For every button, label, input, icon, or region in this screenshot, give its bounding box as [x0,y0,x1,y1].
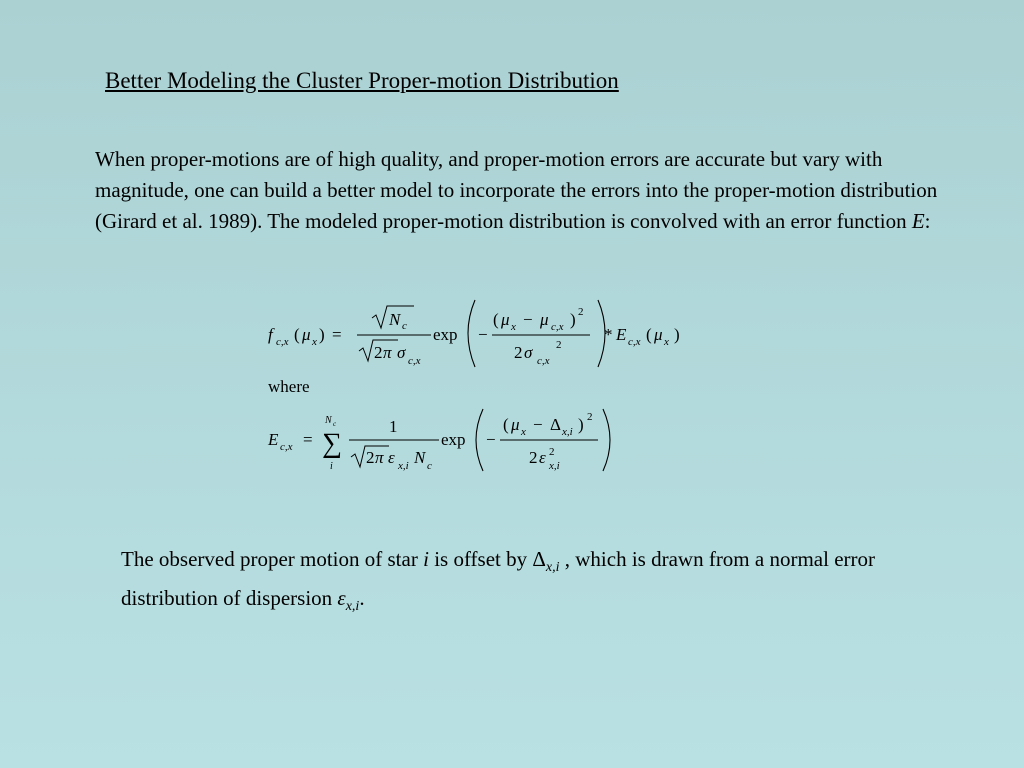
svg-text:=: = [332,325,342,344]
svg-text:2: 2 [578,306,584,318]
svg-text:σ: σ [524,343,533,362]
svg-text:x: x [312,336,317,348]
svg-text:exp: exp [433,325,458,344]
svg-text:c: c [333,420,337,428]
svg-text:−: − [533,415,543,434]
note-eps-sub: x,i [345,599,360,615]
svg-text:x: x [511,321,516,333]
svg-text:−: − [523,310,533,329]
where-label: where [268,377,310,396]
intro-symbol: E [911,209,925,233]
svg-text:c,x: c,x [537,355,550,367]
svg-text:x,i: x,i [562,426,573,438]
svg-text:2: 2 [556,339,562,351]
svg-text:μ: μ [302,325,311,344]
svg-text:−: − [486,430,496,449]
svg-text:=: = [303,430,313,449]
svg-text:μ: μ [540,310,549,329]
svg-text:N: N [414,448,426,467]
note-delta-sub: x,i [545,560,560,576]
note-delta: Δ [532,547,546,571]
svg-text:(: ( [294,325,300,344]
svg-text:c: c [402,320,407,332]
svg-text:): ) [319,325,325,344]
svg-text:2: 2 [366,448,375,467]
equation-2 [267,409,610,472]
svg-text:E: E [268,430,279,449]
svg-text:σ: σ [397,343,406,362]
svg-text:ε: ε [539,448,546,467]
note-text-2: is offset by [428,547,533,571]
svg-text:): ) [570,310,576,329]
svg-text:π: π [383,343,392,362]
svg-text:ε: ε [388,448,395,467]
svg-text:*: * [604,325,613,344]
note-text-3: , which is drawn from a normal error distribution of dispersion [121,547,875,611]
svg-text:2: 2 [374,343,383,362]
svg-text:c,x: c,x [628,336,641,348]
svg-text:N: N [389,310,401,329]
svg-text:): ) [674,325,680,344]
note-text-1: The observed proper motion of star [121,547,424,571]
svg-text:N: N [325,415,332,426]
svg-text:μ: μ [511,415,520,434]
svg-text:(: ( [503,415,509,434]
note-end: . [359,586,365,611]
svg-text:c,x: c,x [280,441,293,453]
svg-text:E: E [616,325,627,344]
svg-text:μ: μ [654,325,663,344]
svg-text:x,i: x,i [398,460,409,472]
svg-text:c,x: c,x [551,321,564,333]
svg-text:−: − [478,325,488,344]
svg-text:): ) [578,415,584,434]
svg-text:exp: exp [441,430,466,449]
intro-text: When proper-motions are of high quality, and proper-motion errors are accurate but vary with magnitude, one can build a better model to incorporate the errors into the proper-motion distribution (Girard et al. 1989). The modeled proper-motion distribution is convolved with an error function [95,147,938,233]
svg-text:2: 2 [587,411,593,423]
svg-text:(: ( [493,310,499,329]
svg-text:i: i [330,461,333,472]
svg-text:f: f [268,325,273,344]
svg-text:2: 2 [549,446,555,458]
svg-text:2: 2 [529,448,538,467]
svg-text:(: ( [646,325,652,344]
svg-text:2: 2 [514,343,523,362]
equation-1 [268,300,680,367]
svg-text:μ: μ [501,310,510,329]
note-eps: ε [337,586,346,611]
svg-text:c,x: c,x [276,336,289,348]
note-star: i [423,547,429,571]
svg-text:c: c [427,460,432,472]
svg-text:1: 1 [389,417,398,436]
svg-text:∑: ∑ [322,428,342,459]
svg-text:x: x [664,336,669,348]
svg-text:π: π [375,448,384,467]
svg-text:x: x [521,426,526,438]
svg-text:x,i: x,i [549,460,560,472]
svg-text:c,x: c,x [408,355,421,367]
slide-title: Better Modeling the Cluster Proper-motion Distribution [105,68,619,93]
note-paragraph [121,544,921,622]
svg-text:Δ: Δ [550,415,561,434]
intro-end: : [924,209,931,233]
